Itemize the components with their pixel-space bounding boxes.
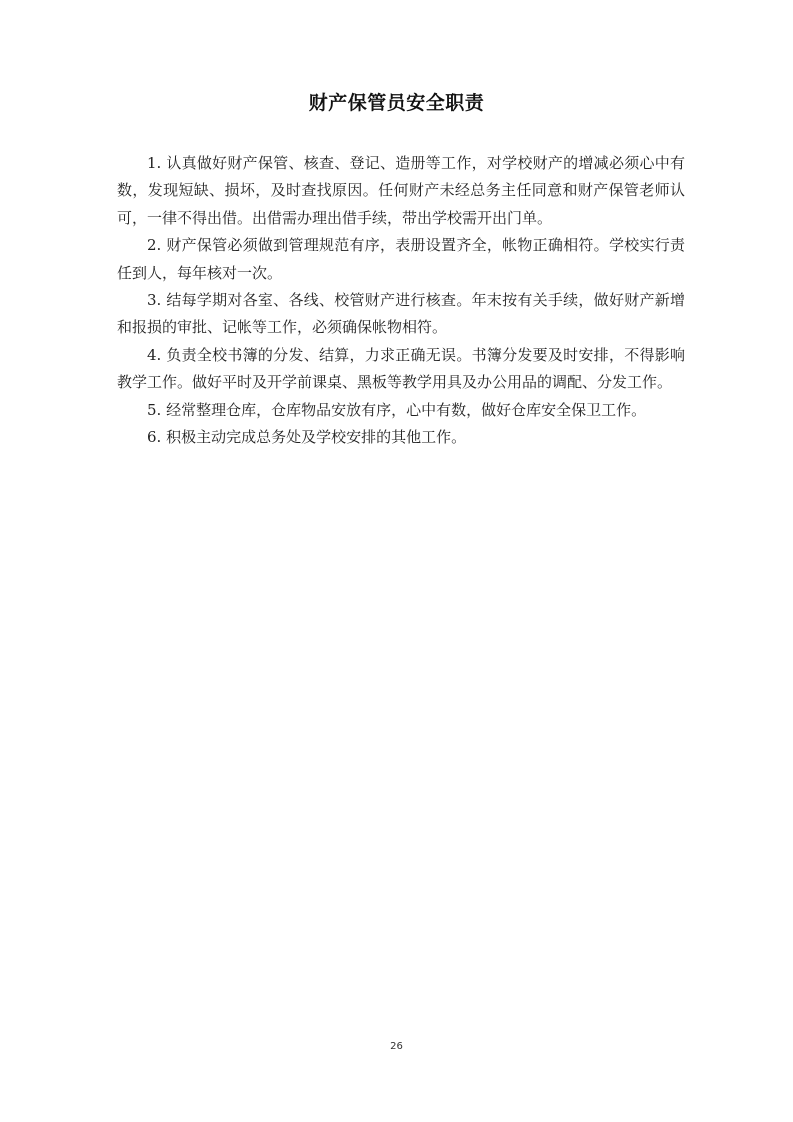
duty-item-5: 5. 经常整理仓库，仓库物品安放有序，心中有数，做好仓库安全保卫工作。 (147, 400, 647, 419)
document-body (117, 150, 685, 451)
duty-item-3: 3. 结每学期对各室、各线、校管财产进行核查。年末按有关手续，做好财产新增和报损的审批、记帐等工作，必须确保帐物相符。 (117, 291, 685, 337)
document-title: 财产保管员安全职责 (308, 92, 485, 114)
duty-item-4: 4. 负责全校书簿的分发、结算，力求正确无误。书簿分发要及时安排，不得影响教学工作。做好平时及开学前课桌、黑板等教学用具及办公用品的调配、分发工作。 (117, 345, 685, 392)
page-number: 26 (390, 1041, 403, 1052)
duty-item-1: 1. 认真做好财产保管、核查、登记、造册等工作，对学校财产的增减必须心中有数，发现短缺、损坏，及时查找原因。任何财产未经总务主任同意和财产保管老师认可，一律不得出借。出借需办理出借手续，带出学校需开出门单。 (117, 154, 685, 227)
duty-item-2: 2. 财产保管必须做到管理规范有序，表册设置齐全，帐物正确相符。学校实行责任到人，每年核对一次。 (117, 236, 685, 282)
duty-item-6: 6. 积极主动完成总务处及学校安排的其他工作。 (147, 428, 467, 447)
